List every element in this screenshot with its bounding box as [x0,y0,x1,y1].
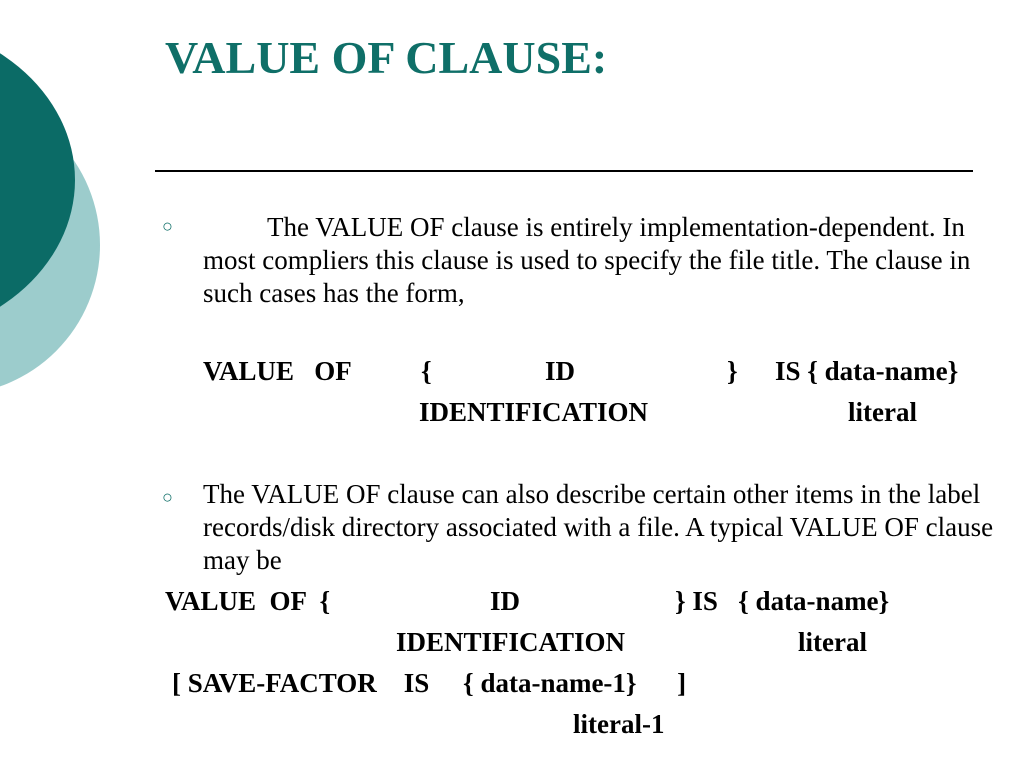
title-divider [155,170,973,172]
syntax2-identification: IDENTIFICATION [396,627,626,657]
syntax2-is: } IS { data-name} [675,586,890,616]
bullet-paragraph-2: The VALUE OF clause can also describe certain other items in the label records/disk directory associated with a file. A typical VALUE OF clause may be [203,479,994,575]
syntax2-literal-1: literal-1 [573,709,665,739]
bullet-icon: ○ [162,216,173,236]
syntax1-open-brace: { [421,356,432,386]
syntax1-identification: IDENTIFICATION [419,397,649,427]
syntax1-close-brace: } [727,356,738,386]
syntax1-is: IS { data-name} [775,356,959,386]
syntax2-value-of: VALUE OF { [165,586,331,616]
bullet-paragraph-1 [203,211,1013,310]
syntax2-save-factor: [ SAVE-FACTOR IS { data-name-1} ] [172,668,687,698]
syntax1-literal: literal [848,397,917,427]
syntax2-id: ID [490,586,521,616]
syntax1-id: ID [545,356,576,386]
syntax1-value-of: VALUE OF [203,356,352,386]
syntax2-literal: literal [798,627,867,657]
slide-title: VALUE OF CLAUSE: [165,32,608,83]
bullet-icon: ○ [162,487,173,507]
bullet-text-1: The VALUE OF clause is entirely implementation-dependent. In most compliers this clause is used to specify the file title. The clause in such cases has the form, [203,212,971,308]
